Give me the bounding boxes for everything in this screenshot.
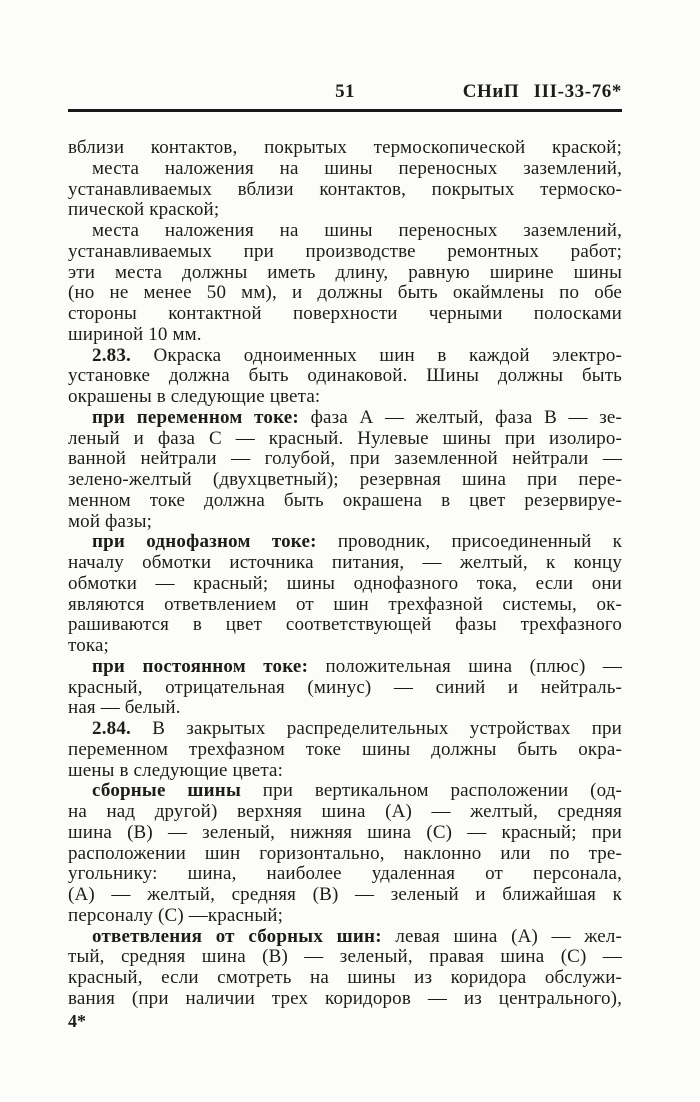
text-segment: красный, если смотреть на шины из коридора обслужи- xyxy=(68,968,622,988)
text-segment: левая шина (А) — жел- xyxy=(381,926,622,947)
text-line xyxy=(68,387,622,408)
page-number: 51 xyxy=(335,81,355,102)
text-segment: пической краской; xyxy=(68,200,220,221)
text-line xyxy=(68,346,622,367)
text-line xyxy=(68,200,622,221)
text-segment: ная — белый. xyxy=(68,698,181,719)
text-line xyxy=(68,138,622,159)
text-line xyxy=(68,449,622,470)
text-segment: устанавливаемых при производстве ремонтных работ; xyxy=(68,241,622,262)
text-segment: леный и фаза С — красный. Нулевые шины при изолиро- xyxy=(68,428,622,449)
text-line xyxy=(68,408,622,429)
bold-text-segment: при однофазном токе: xyxy=(92,532,317,553)
text-segment: вблизи контактов, покрытых термоскопической краской; xyxy=(68,138,622,158)
text-segment: стороны контактной поверхности черными полосками xyxy=(68,304,622,324)
text-segment: являются ответвлением от шин трехфазной системы, ок- xyxy=(68,594,622,615)
text-segment: зелено-желтый (двухцветный); резервная шина при пере- xyxy=(68,470,622,490)
text-line xyxy=(68,864,622,885)
text-line xyxy=(68,781,622,802)
text-line xyxy=(68,678,622,699)
text-line xyxy=(68,491,622,512)
bold-text-segment: сборные шины xyxy=(92,781,241,802)
text-segment: положительная шина (плюс) — xyxy=(308,656,622,677)
text-segment: угольнику: шина, наиболее удаленная от персонала, xyxy=(68,864,622,885)
text-line xyxy=(68,512,622,533)
text-segment: фаза А — желтый, фаза В — зе- xyxy=(298,407,622,428)
bold-text-segment: 2.84. xyxy=(92,719,131,739)
text-line xyxy=(68,595,622,616)
text-line xyxy=(68,968,622,989)
text-segment: рашиваются в цвет соответствующей фазы трехфазного xyxy=(68,615,622,636)
text-line xyxy=(68,615,622,636)
text-line xyxy=(68,263,622,284)
text-line xyxy=(68,947,622,968)
text-segment: установке должна быть одинаковой. Шины должны быть xyxy=(68,366,622,387)
text-line xyxy=(68,283,622,304)
text-line xyxy=(68,532,622,553)
text-segment: обмотки — красный; шины однофазного тока, если они xyxy=(68,573,622,594)
text-segment: (но не менее 50 мм), и должны быть окаймлены по обе xyxy=(68,283,622,304)
text-segment: вания (при наличии трех коридоров — из центрального), xyxy=(68,988,622,1009)
text-segment: Окраска одноименных шин в каждой электро- xyxy=(131,345,622,366)
bold-text-segment: 2.83. xyxy=(92,345,131,366)
text-line xyxy=(68,719,622,740)
text-line xyxy=(68,636,622,657)
doc-code: СНиП III-33-76* xyxy=(462,81,622,102)
text-segment: при вертикальном расположении (од- xyxy=(241,781,622,802)
bold-text-segment: ответвления от сборных шин: xyxy=(92,926,382,947)
text-line xyxy=(68,470,622,491)
header-rule xyxy=(68,109,622,112)
text-line xyxy=(68,906,622,927)
text-line xyxy=(68,325,622,346)
text-block xyxy=(68,138,622,1010)
text-line xyxy=(68,989,622,1010)
text-segment: тока; xyxy=(68,636,109,656)
text-segment: ванной нейтрали — голубой, при заземленной нейтрали — xyxy=(68,449,622,470)
text-segment: на над другой) верхняя шина (А) — желтый, средняя xyxy=(68,802,622,822)
text-line xyxy=(68,553,622,574)
text-line xyxy=(68,802,622,823)
text-line xyxy=(68,574,622,595)
text-segment: красный, отрицательная (минус) — синий и нейтраль- xyxy=(68,677,622,698)
text-line xyxy=(68,740,622,761)
text-segment: места наложения на шины переносных заземлений, xyxy=(92,221,622,241)
text-line xyxy=(68,823,622,844)
page-header xyxy=(68,82,622,102)
bold-text-segment: при постоянном токе: xyxy=(92,656,309,677)
text-segment: началу обмотки источника питания, — желтый, к концу xyxy=(68,553,622,573)
text-segment: места наложения на шины переносных заземлений, xyxy=(92,158,622,179)
text-segment: В закрытых распределительных устройствах при xyxy=(131,719,622,739)
text-segment: шина (В) — зеленый, нижняя шина (С) — красный; при xyxy=(68,822,622,843)
text-segment: проводник, присоединенный к xyxy=(316,532,622,553)
text-line xyxy=(68,242,622,263)
text-line xyxy=(68,761,622,782)
text-segment: менном токе должна быть окрашена в цвет резервируе- xyxy=(68,490,622,511)
text-segment: устанавливаемых вблизи контактов, покрытых термоско- xyxy=(68,179,622,200)
text-segment: тый, средняя шина (В) — зеленый, правая шина (С) — xyxy=(68,947,622,968)
text-line xyxy=(68,429,622,450)
text-line xyxy=(68,885,622,906)
text-line xyxy=(68,657,622,678)
text-segment: шириной 10 мм. xyxy=(68,324,202,345)
text-segment: окрашены в следующие цвета: xyxy=(68,387,321,407)
text-segment: расположении шин горизонтально, наклонно или по тре- xyxy=(68,843,622,864)
text-line xyxy=(68,698,622,719)
bold-text-segment: при переменном токе: xyxy=(92,407,299,428)
text-segment: эти места должны иметь длину, равную ширине шины xyxy=(68,262,622,283)
text-line xyxy=(68,180,622,201)
text-segment: переменном трехфазном токе шины должны быть окра- xyxy=(68,739,622,760)
text-segment: (А) — желтый, средняя (В) — зеленый и ближайшая к xyxy=(68,885,622,905)
signature-mark: 4* xyxy=(68,1010,86,1031)
text-line xyxy=(68,304,622,325)
text-line xyxy=(68,366,622,387)
text-line xyxy=(68,159,622,180)
text-segment: персоналу (С) —красный; xyxy=(68,905,284,926)
text-segment: шены в следующие цвета: xyxy=(68,760,284,781)
text-line xyxy=(68,844,622,865)
text-line xyxy=(68,221,622,242)
text-line xyxy=(68,927,622,948)
text-segment: мой фазы; xyxy=(68,511,153,532)
